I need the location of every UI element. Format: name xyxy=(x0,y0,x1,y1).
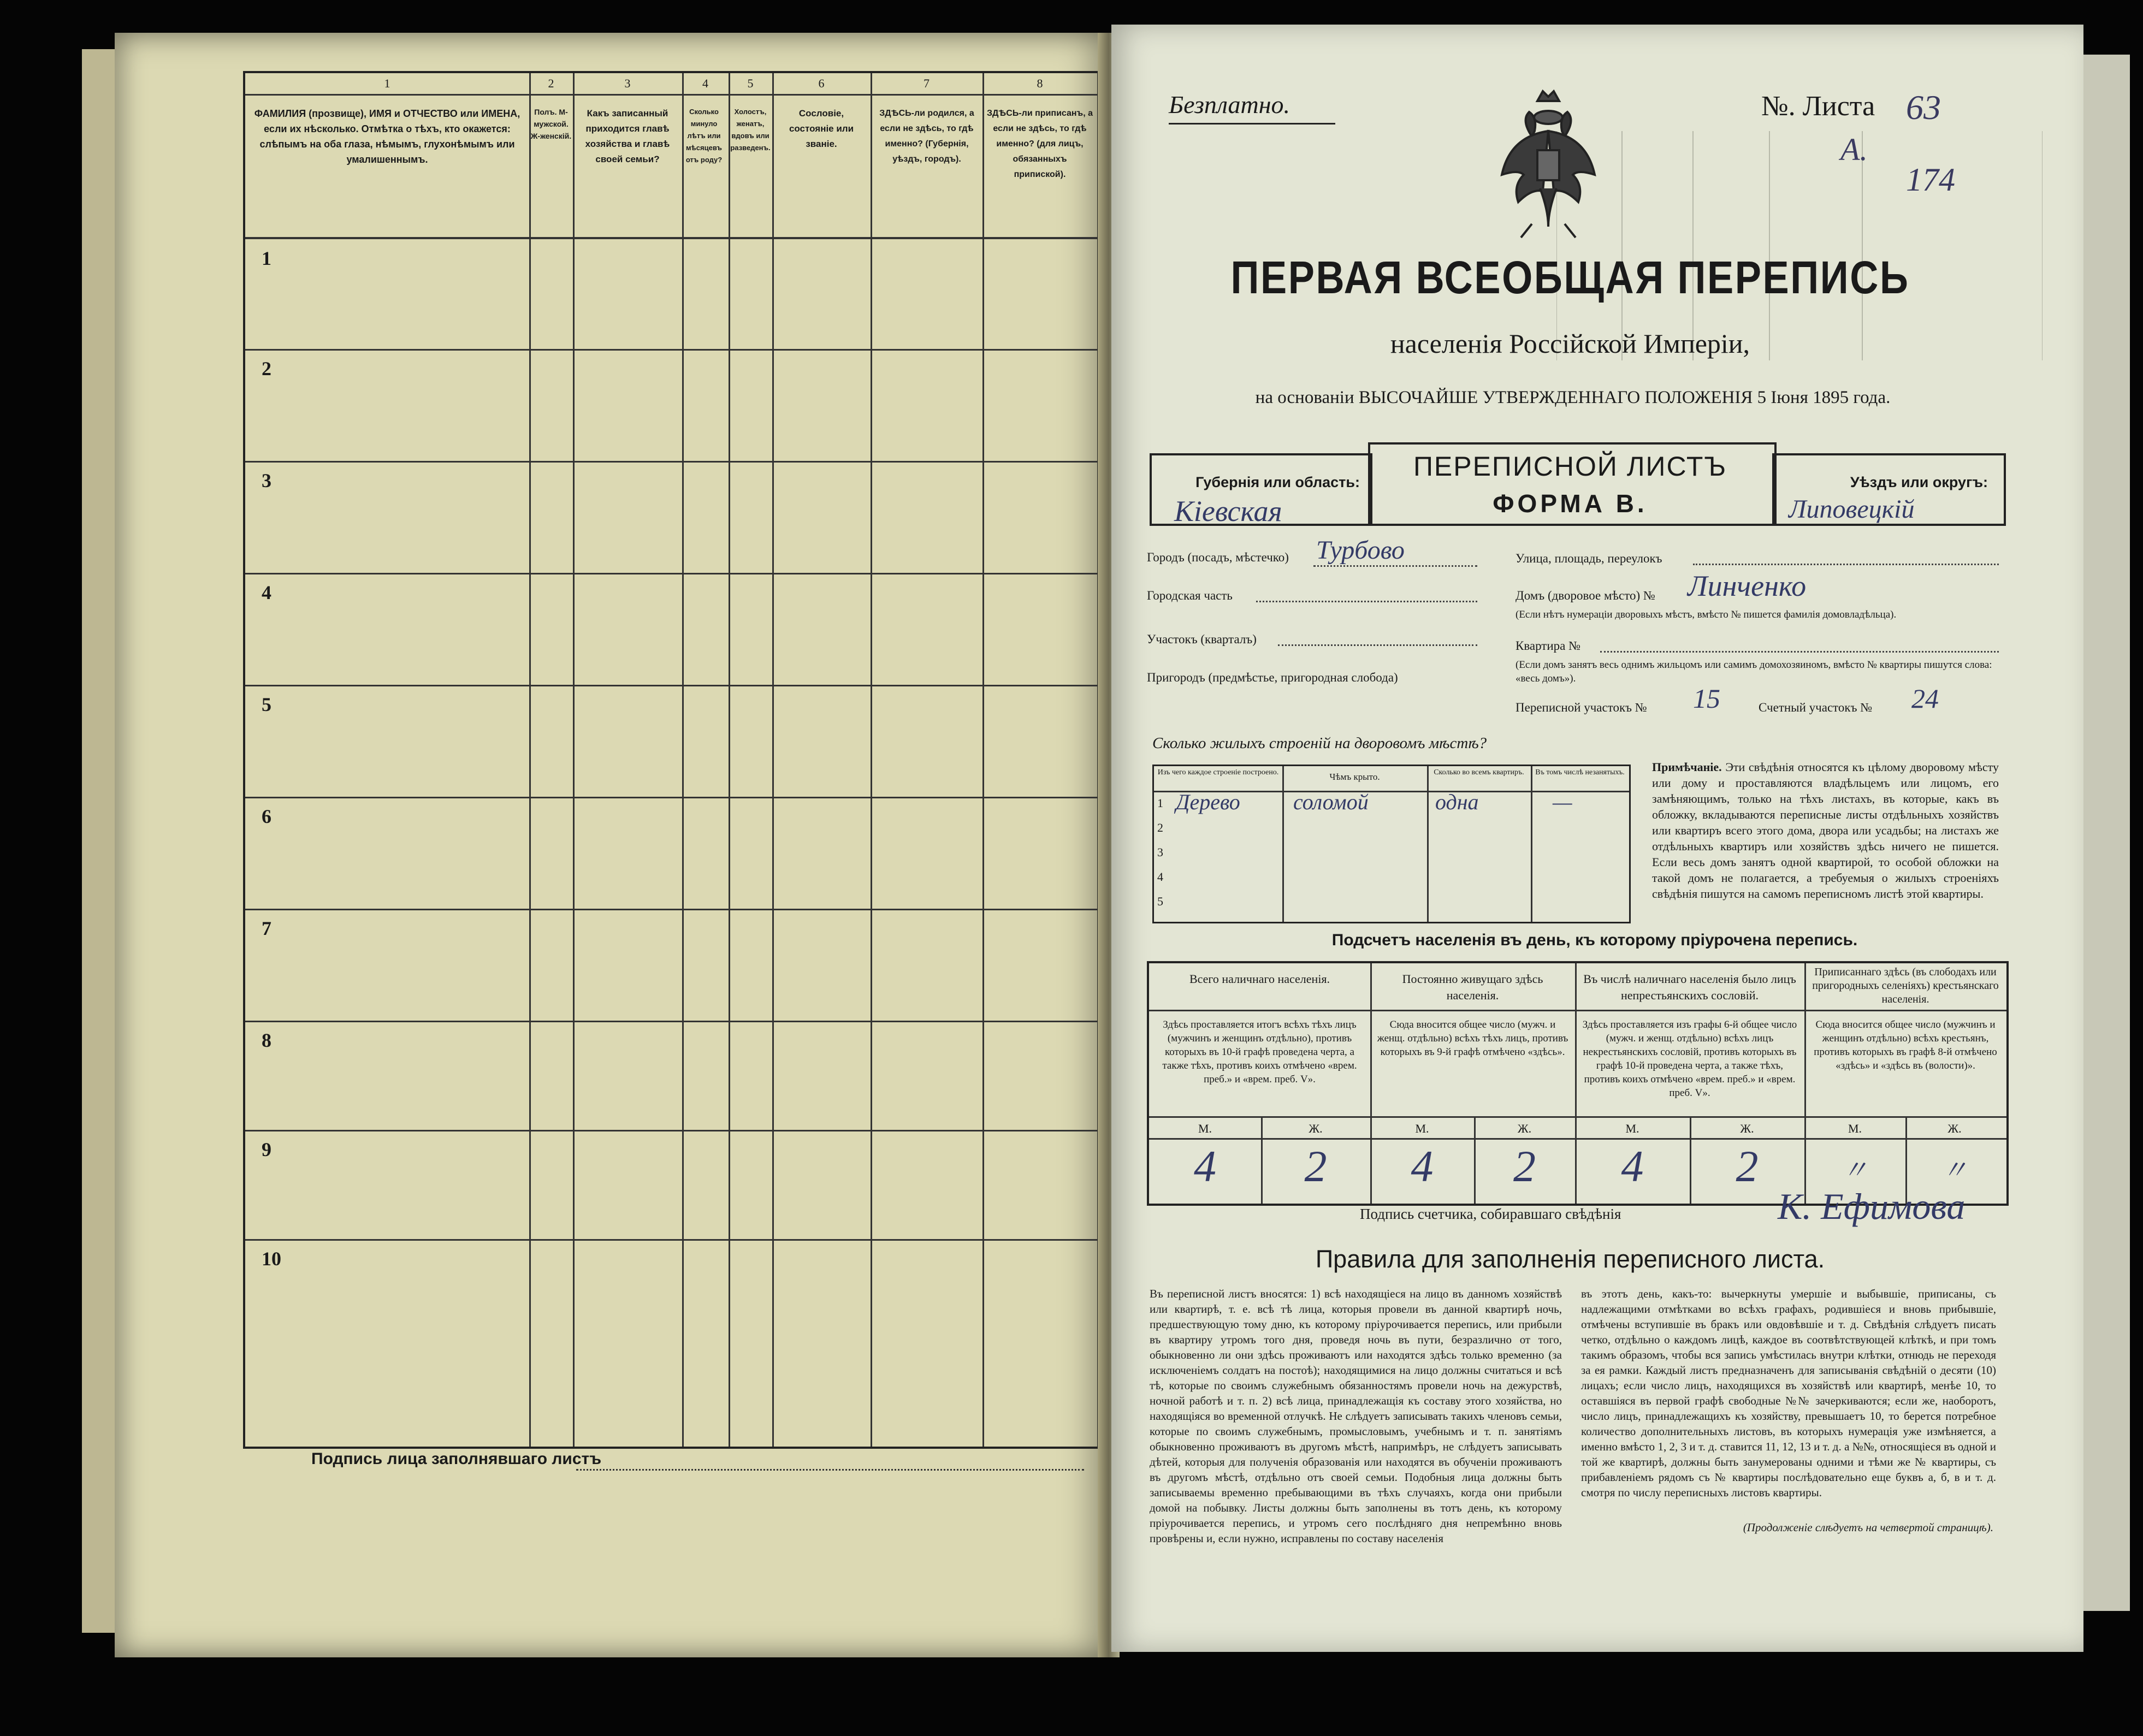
column-header-estate: Сословіе, состояніе или званіе. xyxy=(789,108,854,149)
city-label: Городъ (посадъ, мѣстечко) xyxy=(1147,550,1289,564)
mf-label: Ж. xyxy=(1517,1122,1532,1135)
basis-line: на основаніи ВЫСОЧАЙШЕ УТВЕРЖДЕННАГО ПОЛОЖЕНІЯ 5 Іюня 1895 года. xyxy=(1255,388,1891,407)
row-number: 5 xyxy=(262,694,271,715)
count-header: Постоянно живущаго здѣсь населенія. xyxy=(1402,972,1543,1002)
dwell-header: Изъ чего каждое строеніе построено. xyxy=(1157,768,1279,777)
sheet-letter-handwritten: А. xyxy=(1840,132,1868,167)
district-label: Участокъ (кварталъ) xyxy=(1147,632,1257,646)
column-header-age: Сколько минуло лѣтъ или мѣсяцевъ отъ роду? xyxy=(685,108,723,164)
column-number: 3 xyxy=(624,76,631,90)
mf-label: Ж. xyxy=(1309,1122,1323,1135)
mf-label: М. xyxy=(1198,1122,1212,1135)
uezd-value: Липовецкій xyxy=(1789,495,1915,524)
mf-label: Ж. xyxy=(1947,1122,1962,1135)
city-part-label: Городская часть xyxy=(1147,589,1233,602)
count-value: 〃 xyxy=(1941,1156,1968,1185)
uezd-label: Уѣздъ или округъ: xyxy=(1850,474,1988,490)
filler-signature-line xyxy=(576,1469,1084,1471)
dwell-header: Чѣмъ крыто. xyxy=(1329,772,1380,782)
count-value: 2 xyxy=(1736,1141,1759,1191)
count-table xyxy=(1147,961,2009,1206)
bleed-through-columns xyxy=(1556,131,2043,360)
sheet-174-handwritten: 174 xyxy=(1906,162,1955,198)
form-title: ПЕРЕПИСНОЙ ЛИСТЪ xyxy=(1413,451,1727,482)
counting-section-label: Счетный участокъ № xyxy=(1759,701,1873,714)
row-number: 3 xyxy=(262,470,271,491)
dwell-row-number: 4 xyxy=(1157,870,1163,884)
mf-label: Ж. xyxy=(1740,1122,1754,1135)
continued-note: (Продолженіе слѣдуетъ на четвертой страницѣ). xyxy=(1743,1521,1993,1534)
column-number: 6 xyxy=(818,76,825,90)
count-header: Всего наличнаго населенія. xyxy=(1189,972,1330,986)
mf-label: М. xyxy=(1625,1122,1639,1135)
row-number: 8 xyxy=(262,1029,271,1051)
column-header-marital: Холостъ, женатъ, вдовъ или разведенъ. xyxy=(730,108,771,152)
dwell-row-number: 3 xyxy=(1157,845,1163,859)
free-underline xyxy=(1169,123,1335,125)
rules-column-1: Въ переписной листъ вносятся: 1) всѣ находящіеся на лицо въ данномъ хозяйствѣ или квартирѣ, т. е. всѣ тѣ лица, которыя провели въ данной квартирѣ ночь, предшествующую тому дню, къ которому пріурочивается перепись, или прибыли въ квартиру утромъ того дня, проведя ночь въ пути, безразлично от того, обыкновенно ли они здѣсь проживаютъ или находятся здѣсь только временно (за исключеніемъ солдатъ на постоѣ); находящимися на лицо должны считаться и всѣ тѣ, которые по своимъ служебнымъ обязанностямъ провели ночь на дежурствѣ, ночной работѣ и т. п. 2) всѣ лица, принадлежащія къ составу этого хозяйства, но находящіяся во временной отлучкѣ. Не слѣдуетъ записывать такихъ членовъ семьи, которые по своимъ служебнымъ, промысловымъ, учебнымъ и т. п. занятіямъ обыкновенно проживаютъ въ другомъ мѣстѣ, напримѣръ, не слѣдуетъ записывать дѣтей, которыя для полученія образованія или находятся въ обученіи проживаютъ въ другомъ мѣстѣ, отдѣльно отъ своей семьи. Подобныя лица должны быть записываемы временно пребывающими въ тѣхъ случаяхъ, когда они прибыли домой на побывку. Листы должны быть заполнены въ тотъ день, къ которому пріурочивается перепись, и утромъ сего послѣдняго дня непремѣнно вновь провѣрены и, если нужно, исправлены по составу населенія xyxy=(1150,1287,1562,1545)
counter-signature-label: Подпись счетчика, собиравшаго свѣдѣнія xyxy=(1360,1206,1621,1222)
mf-label: М. xyxy=(1415,1122,1429,1135)
count-desc: Здѣсь проставляется итогъ всѣхъ тѣхъ лицъ (мужчинъ и женщинъ отдѣльно), противъ которыхъ въ 10-й графѣ проведена черта, а также тѣхъ, противъ коихъ отмѣчено «врем. преб.» и «врем. преб. V». xyxy=(1162,1019,1357,1085)
column-number: 2 xyxy=(548,76,554,90)
city-value: Турбово xyxy=(1316,536,1405,565)
row-number: 2 xyxy=(262,358,271,380)
column-header-registration: ЗДѢСЬ-ли приписанъ, а если не здѣсь, то гдѣ именно? (для лицъ, обязанныхъ припиской). xyxy=(986,109,1093,179)
dwellings-question: Сколько жилыхъ строеній на дворовомъ мѣстѣ? xyxy=(1152,734,1487,752)
row-number: 7 xyxy=(262,917,271,939)
column-number: 5 xyxy=(747,76,754,90)
count-desc: Сюда вносится общее число (мужчинъ и женщинъ отдѣльно) всѣхъ крестьянъ, противъ которыхъ въ графѣ 8-й отмѣчено «здѣсь» и «здѣсь въ (волости)». xyxy=(1814,1019,1997,1071)
column-header-name: ФАМИЛИЯ (прозвище), ИМЯ и ОТЧЕСТВО или ИМЕНА, если их нѣсколько. Отмѣтка о тѣхъ, кто окажется: слѣпымъ на оба глаза, нѣмымъ, глухонѣмымъ или умалишеннымъ. xyxy=(254,108,520,165)
mf-label: М. xyxy=(1848,1122,1862,1135)
dwell-header: Сколько во всемъ квартиръ. xyxy=(1434,768,1524,777)
dwell-vacant: — xyxy=(1553,790,1572,814)
column-number: 7 xyxy=(923,76,930,90)
house-label: Домъ (дворовое мѣсто) № xyxy=(1516,589,1655,602)
count-value: 〃 xyxy=(1842,1156,1868,1185)
street-label: Улица, площадь, переулокъ xyxy=(1516,552,1662,565)
note-block xyxy=(1652,759,1999,902)
sheet-number-handwritten: 63 xyxy=(1906,88,1941,127)
counting-section-value: 24 xyxy=(1911,683,1939,714)
free-label: Безплатно. xyxy=(1169,91,1290,119)
column-header-relation: Какъ записанный приходится главѣ хозяйства и главѣ своей семьи? xyxy=(585,108,670,164)
row-number: 1 xyxy=(262,247,271,269)
counter-signature: К. Ефимова xyxy=(1778,1186,1966,1227)
form-subtitle: ФОРМА В. xyxy=(1493,489,1648,518)
row-number: 9 xyxy=(262,1139,271,1160)
dwell-row-number: 2 xyxy=(1157,821,1163,834)
dwellings-table xyxy=(1152,765,1631,923)
row-number: 6 xyxy=(262,805,271,827)
column-number: 8 xyxy=(1037,76,1043,90)
filler-signature-label: Подпись лица заполнявшаго листъ xyxy=(311,1450,602,1468)
census-section-label: Переписной участокъ № xyxy=(1516,701,1647,714)
count-value: 4 xyxy=(1411,1141,1434,1191)
dwell-row-number: 1 xyxy=(1157,796,1163,810)
main-title: ПЕРВАЯ ВСЕОБЩАЯ ПЕРЕПИСЬ xyxy=(1230,252,1910,303)
house-note: (Если нѣтъ нумераціи дворовыхъ мѣстъ, вмѣсто № пишется фамилія домовладѣльца). xyxy=(1516,609,1897,620)
count-header: Приписаннаго здѣсь (въ слободахъ или пригородныхъ селеніяхъ) крестьянскаго населенія. xyxy=(1812,966,1999,1005)
dwell-roof: соломой xyxy=(1293,790,1369,814)
census-section-value: 15 xyxy=(1693,683,1720,714)
imperial-eagle-icon xyxy=(1499,85,1597,243)
rules-title: Правила для заполненія переписного листа. xyxy=(1315,1245,1825,1273)
sub-title: населенія Россійской Имперіи, xyxy=(1390,328,1750,359)
left-census-table xyxy=(243,71,1099,1449)
row-number: 4 xyxy=(262,582,271,603)
count-value: 2 xyxy=(1304,1141,1327,1191)
sheet-number-label: №. Листа xyxy=(1761,91,1875,122)
dwell-header: Въ томъ числѣ незанятыхъ. xyxy=(1535,768,1625,777)
column-header-birthplace: ЗДѢСЬ-ли родился, а если не здѣсь, то гдѣ именно? (Губернія, уѣздъ, городъ). xyxy=(879,109,974,164)
count-value: 2 xyxy=(1513,1141,1536,1191)
count-value: 4 xyxy=(1194,1141,1216,1191)
apartment-note: (Если домъ занятъ весь однимъ жильцомъ или самимъ домохозяиномъ, вмѣсто № квартиры пишутся слова: «весь домъ»). xyxy=(1516,659,1992,684)
house-value: Линченко xyxy=(1688,570,1807,602)
dwell-material: Дерево xyxy=(1176,790,1240,814)
count-header: Въ числѣ наличнаго населенія было лицъ непрестьянскихъ сословій. xyxy=(1583,972,1796,1002)
column-number: 1 xyxy=(384,76,390,90)
count-title: Подсчетъ населенія въ день, къ которому пріурочена перепись. xyxy=(1331,931,1858,949)
column-header-sex: Полъ. М-мужской. Ж-женскій. xyxy=(530,108,572,140)
column-number: 4 xyxy=(702,76,708,90)
province-value: Кіевская xyxy=(1174,495,1282,528)
note-heading: Примѣчаніе. xyxy=(1652,760,1722,774)
dwell-row-number: 5 xyxy=(1157,894,1163,908)
province-label: Губернія или область: xyxy=(1195,474,1360,490)
suburb-label: Пригородъ (предмѣстье, пригородная слобода) xyxy=(1147,671,1398,684)
rules-column-2: въ этотъ день, какъ-то: вычеркнуты умершіе и выбывшіе, приписаны, съ надлежащими отмѣтками во всѣхъ графахъ, родившіеся и вновь прибывшіе, отмѣчены вступившіе въ бракъ или овдовѣвшіе и т. д. Свѣдѣнія слѣдуетъ писать четко, отдѣльно о каждомъ лицѣ, каждое въ соотвѣтствующей клѣткѣ, и при томъ такимъ образомъ, чтобы вся запись умѣстилась внутри клѣтки, отнюдь не переходя за ея рамки. Каждый листъ предназначенъ для записыванія свѣдѣній о десяти (10) лицахъ; если число лицъ, находящихся въ хозяйствѣ или квартирѣ, менѣе 10, то оставшіяся въ первой графѣ свободные №№ зачеркиваются; если же, наоборотъ, число лицъ, принадлежащихъ къ хозяйству, превышаетъ 10, то берется потребное количество дополнительныхъ листовъ, въ которыхъ нумерація уже измѣняется, а именно вмѣсто 1, 2, 3 и т. д. ставится 11, 12, 13 и т. д. а №№, относящіеся въ одной и той же квартирѣ, должны быть занумерованы одними и тѣми же № квартиры, съ прибавленіемъ рядомъ съ № квартиры послѣдовательно еще буквъ а, б, в и т. д. смотря по числу переписныхъ листовъ квартиры. xyxy=(1581,1287,1996,1499)
note-text: Эти свѣдѣнія относятся къ цѣлому дворовому мѣсту или дому и проставляются владѣльцемъ или лицомъ, его замѣняющимъ, только на тѣхъ листахъ, въ которые, какъ въ обложку, вкладываются переписные листы отдѣльныхъ хозяйствъ или квартиръ всего этого дома, двора или усадьбы; на листахъ же отдѣльныхъ квартиръ или хозяйствъ здѣсь ничего не пишется. Если весь домъ занятъ одной квартирой, то особой обложки на такой домъ не полагается, а требуемыя о жилыхъ строеніяхъ свѣдѣнія пишутся на самомъ переписномъ листѣ этой квартиры. xyxy=(1652,760,1999,900)
apartment-label: Квартира № xyxy=(1516,639,1581,653)
dwell-apartments: одна xyxy=(1435,790,1479,814)
row-number: 10 xyxy=(262,1248,281,1270)
count-desc: Здѣсь проставляется изъ графы 6-й общее число (мужч. и женщ. отдѣльно) всѣхъ лицъ некрестьянскихъ сословій, противъ которыхъ въ графѣ 10-й проведена черта, а также тѣхъ, противъ коихъ отмѣчено «врем. преб.» и «врем. преб. V». xyxy=(1582,1019,1797,1099)
count-value: 4 xyxy=(1621,1141,1644,1191)
count-desc: Сюда вносится общее число (мужч. и женщ. отдѣльно) всѣхъ тѣхъ лицъ, противъ которыхъ въ 9-й графѣ отмѣчено «здѣсь». xyxy=(1377,1019,1568,1058)
